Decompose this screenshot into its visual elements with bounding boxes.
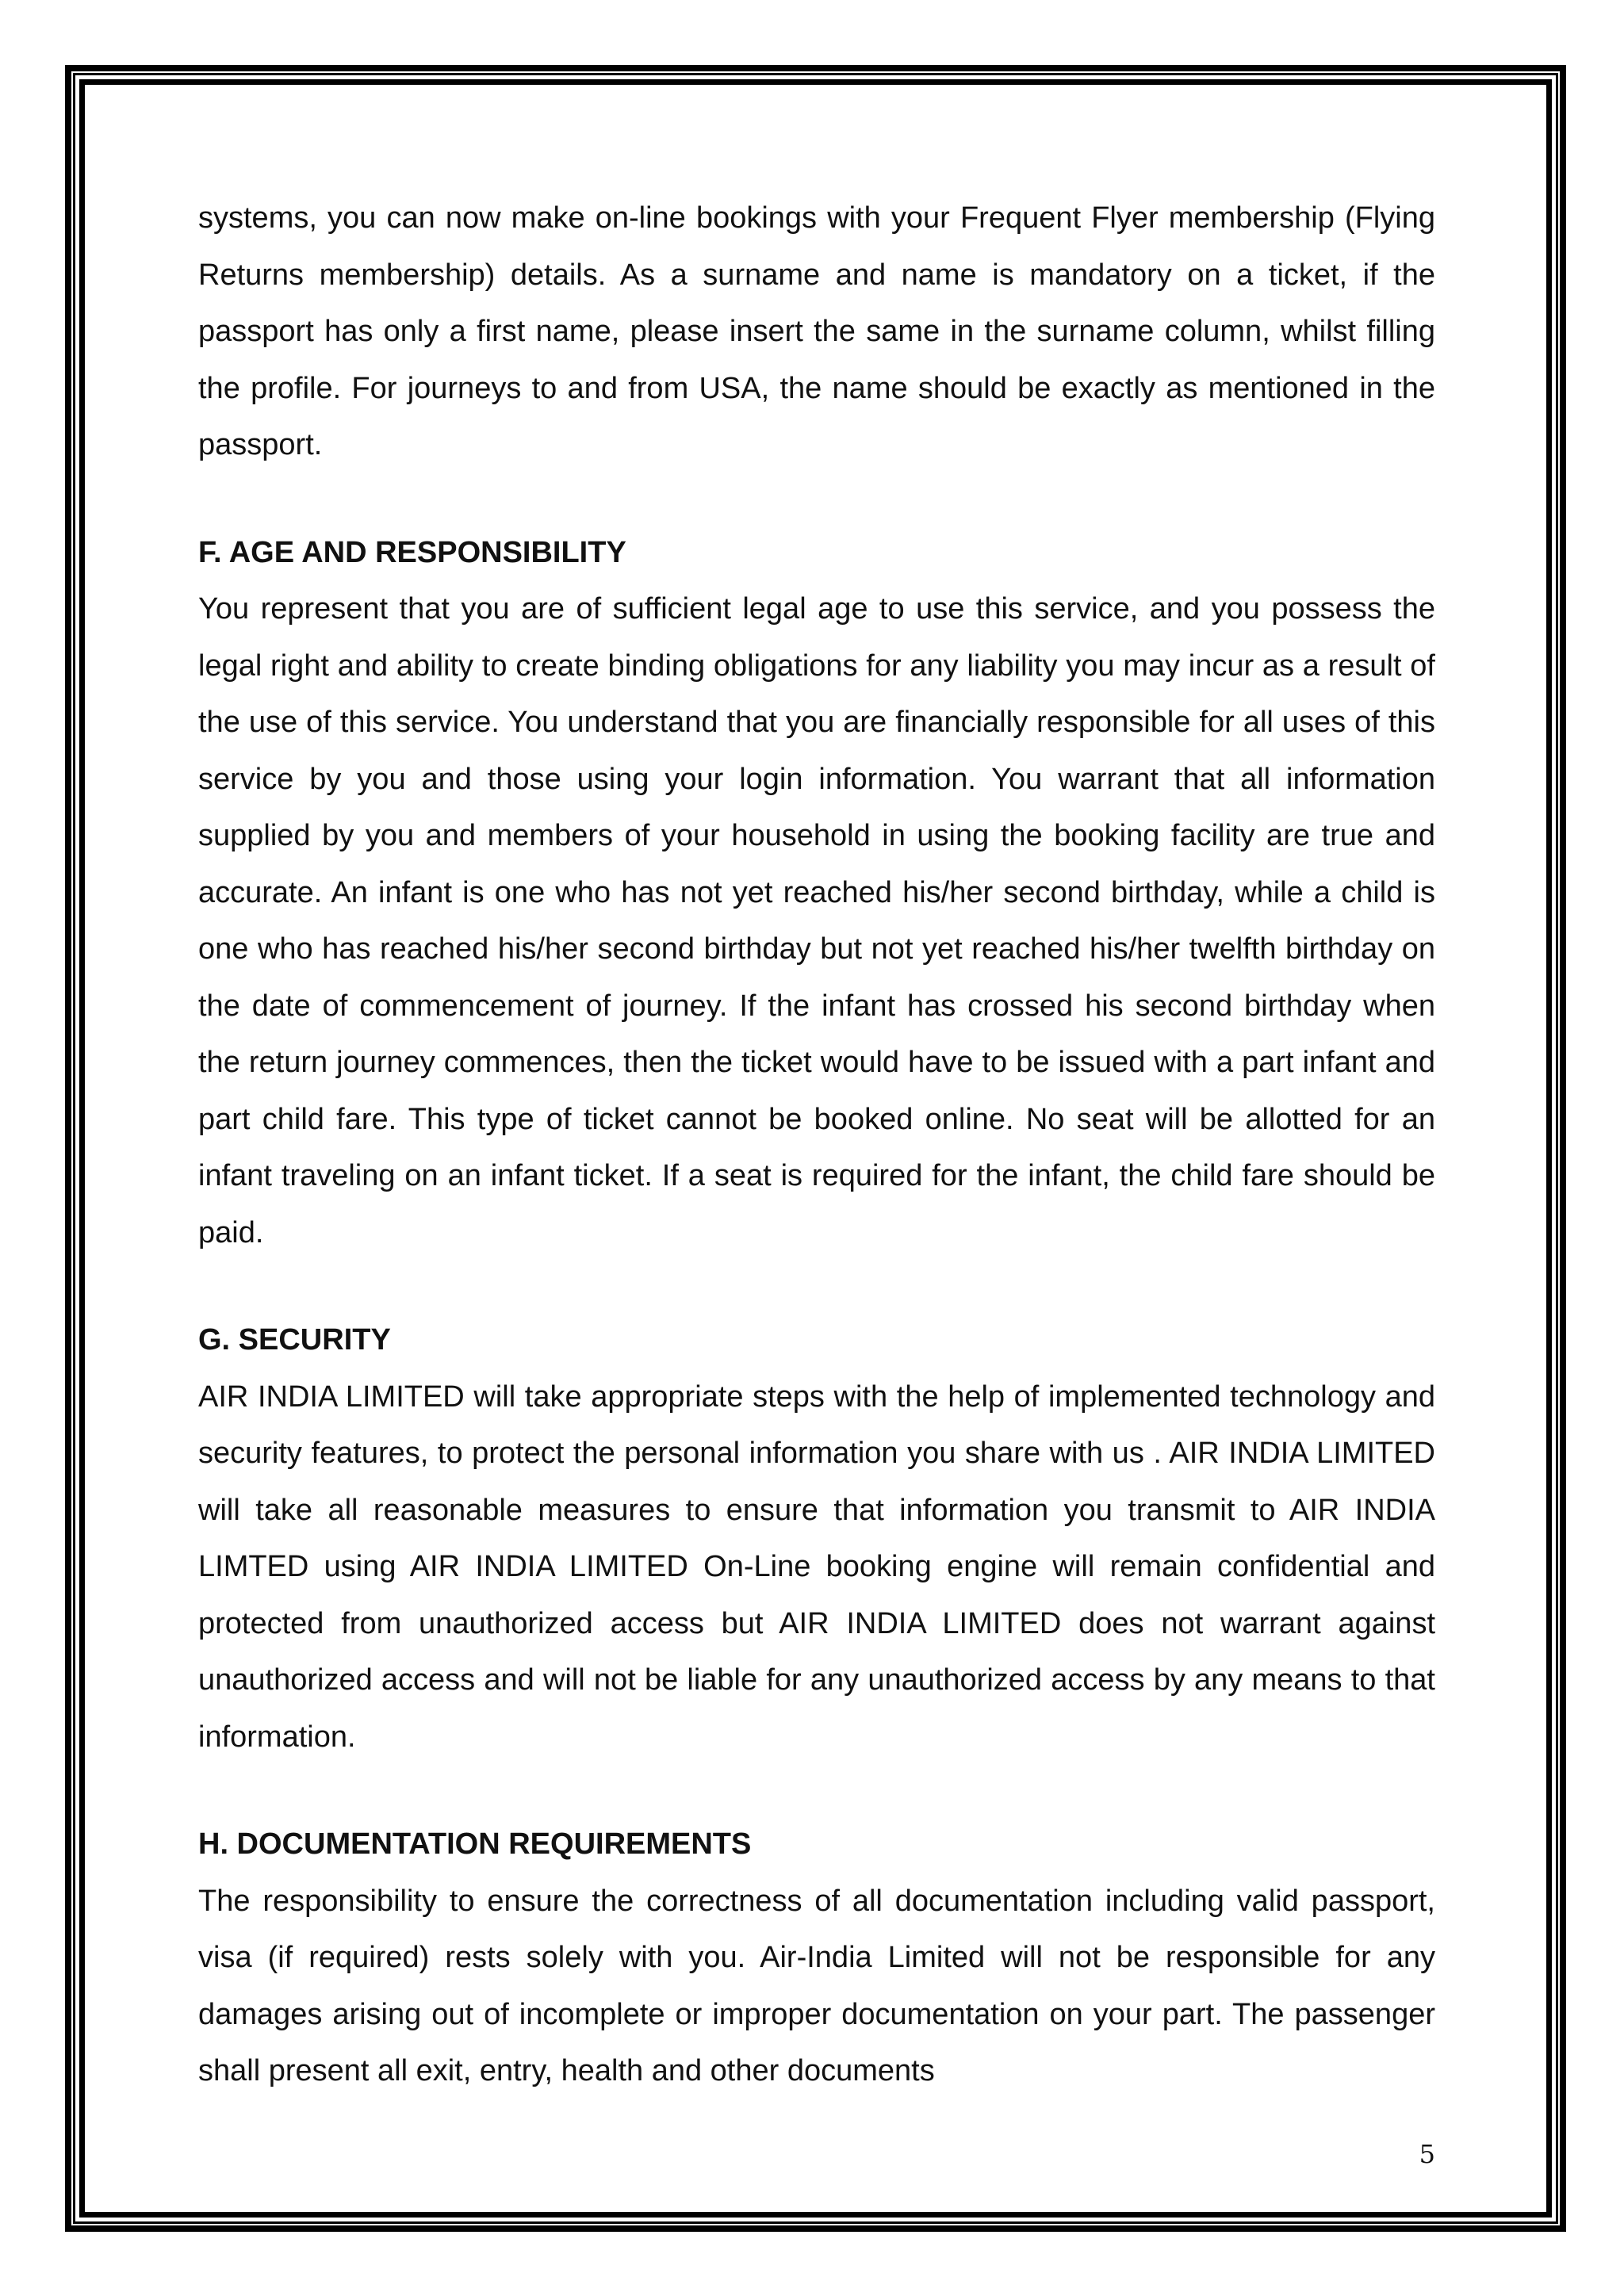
security-paragraph: AIR INDIA LIMITED will take appropriate steps with the help of implemented technology and security features, to protect the personal information you share with us . AIR INDIA LIMITED will take all reasonable measures to ensure that information you transmit to AIR INDIA LIMTED using AIR INDIA LIMITED On-Line booking engine will remain confidential and protected from unauthorized access but AIR INDIA LIMITED does not warrant against unauthorized access and will not be liable for any unauthorized access by any means to that information. (198, 1380, 1435, 1754)
documentation-paragraph: The responsibility to ensure the correctness of all documentation including valid passport, visa (if required) rests solely with you. Air-India Limited will not be responsible for any damages arising out of incomplete or improper documentation on your part. The passenger shall present all exit, entry, health and other documents (198, 1884, 1435, 2087)
section-heading-security: G. SECURITY (198, 1323, 391, 1357)
intro-paragraph: systems, you can now make on-line bookings with your Frequent Flyer membership (Flying Returns membership) details. As a surname and name is mandatory on a ticket, if the passport has only a first name, please insert the same in the surname column, whilst filling the profile. For journeys to and from USA, the name should be exactly as mentioned in the passport. (198, 201, 1435, 461)
section-heading-documentation: H. DOCUMENTATION REQUIREMENTS (198, 1827, 752, 1861)
age-responsibility-paragraph: You represent that you are of sufficient legal age to use this service, and you possess the legal right and ability to create binding obligations for any liability you may incur as a result of the use of this service. You understand that you are financially responsible for all uses of this service by you and those using your login information. You warrant that all information supplied by you and members of your household in using the booking facility are true and accurate. An infant is one who has not yet reached his/her second birthday, while a child is one who has reached his/her second birthday but not yet reached his/her twelfth birthday on the date of commencement of journey. If the infant has crossed his second birthday when the return journey commences, then the ticket would have to be issued with a part infant and part child fare. This type of ticket cannot be booked online. No seat will be allotted for an infant traveling on an infant ticket. If a seat is required for the infant, the child fare should be paid. (198, 592, 1435, 1249)
document-body (198, 190, 1435, 2100)
section-spacer (198, 1766, 1435, 1816)
page-number: 5 (1419, 2139, 1435, 2169)
section-spacer (198, 474, 1435, 525)
section-heading-age-responsibility: F. AGE AND RESPONSIBILITY (198, 535, 626, 569)
section-spacer (198, 1261, 1435, 1312)
